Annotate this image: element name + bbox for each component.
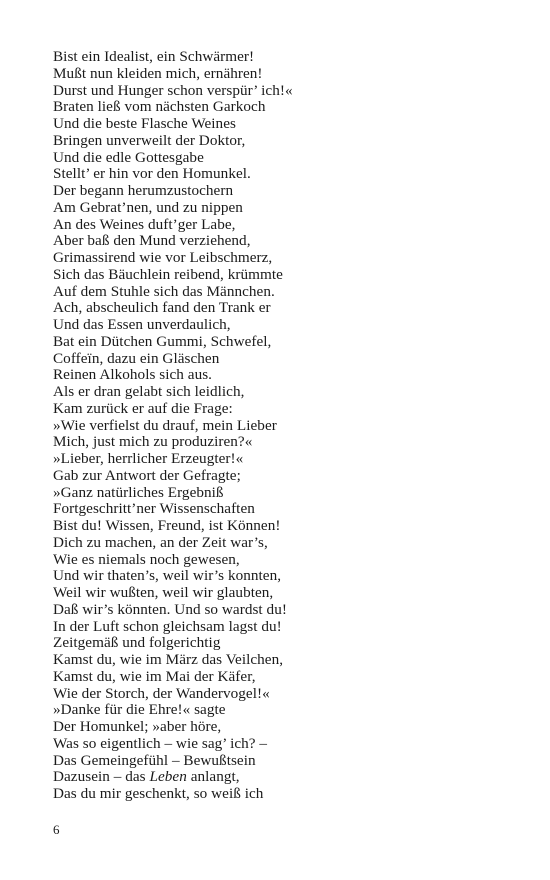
poem-line: Und das Essen unverdaulich,: [53, 316, 231, 333]
poem-line: Mußt nun kleiden mich, ernähren!: [53, 64, 263, 82]
poem-line: Und die edle Gottesgabe: [53, 148, 204, 166]
poem-line: Wie es niemals noch gewesen,: [53, 550, 240, 568]
poem-line: »Lieber, herrlicher Erzeugter!«: [53, 450, 244, 467]
poem-line: Fortgeschritt’ner Wissenschaften: [53, 500, 255, 518]
italic-word-leben: Leben: [149, 768, 187, 786]
poem-line: In der Luft schon gleichsam lagst du!: [53, 617, 282, 635]
poem-line: Kamst du, wie im Mai der Käfer,: [53, 667, 256, 685]
poem-line: Bist ein Idealist, ein Schwärmer!: [53, 48, 255, 65]
poem-line: Wie der Storch, der Wandervogel!«: [53, 684, 270, 702]
poem-line-leben: [53, 769, 513, 786]
poem-line: Daß wir’s könnten. Und so wardst du!: [53, 600, 287, 618]
poem-line: Coffeïn, dazu ein Gläschen: [53, 349, 220, 367]
poem-line: Das du mir geschenkt, so weiß ich: [53, 785, 264, 802]
poem-line: Was so eigentlich – wie sag’ ich? –: [53, 734, 268, 752]
poem-line: Und wir thaten’s, weil wir’s konnten,: [53, 567, 282, 585]
poem-line: An des Weines duft’ger Labe,: [53, 215, 236, 233]
poem-line: Ach, abscheulich fand den Trank er: [53, 299, 271, 317]
poem-text: [53, 49, 513, 803]
poem-line: Bat ein Dütchen Gummi, Schwefel,: [53, 332, 272, 350]
poem-line: Durst und Hunger schon verspür’ ich!«: [53, 81, 293, 99]
poem-line: »Danke für die Ehre!« sagte: [53, 701, 226, 719]
poem-line: Kam zurück er auf die Frage:: [53, 399, 233, 417]
poem-line: Reinen Alkohols sich aus.: [53, 366, 213, 384]
poem-line: Bringen unverweilt der Doktor,: [53, 131, 246, 149]
poem-line: »Wie verfielst du drauf, mein Lieber: [53, 416, 277, 434]
page-number: 6: [53, 822, 60, 837]
poem-line-leben-before: Dazusein – das: [53, 768, 150, 786]
poem-line: Weil wir wußten, weil wir glaubten,: [53, 584, 274, 601]
poem-line: Zeitgemäß und folgerichtig: [53, 634, 221, 652]
poem-line: Aber baß den Mund verziehend,: [53, 232, 251, 250]
poem-line: Mich, just mich zu produziren?«: [53, 433, 253, 451]
poem-line: Sich das Bäuchlein reibend, krümmte: [53, 265, 283, 283]
poem-line: Gab zur Antwort der Gefragte;: [53, 466, 241, 484]
poem-line: Braten ließ vom nächsten Garkoch: [53, 98, 266, 116]
poem-line: Als er dran gelabt sich leidlich,: [53, 383, 245, 400]
poem-line: Kamst du, wie im März das Veilchen,: [53, 651, 284, 668]
poem-line: Stellt’ er hin vor den Homunkel.: [53, 165, 251, 183]
poem-line: Am Gebrat’nen, und zu nippen: [53, 198, 243, 216]
poem-line: Und die beste Flasche Weines: [53, 115, 236, 132]
poem-line: Bist du! Wissen, Freund, ist Können!: [53, 517, 281, 534]
poem-line: Der begann herumzustochern: [53, 182, 234, 199]
poem-line: Der Homunkel; »aber höre,: [53, 718, 222, 735]
poem-line: Dich zu machen, an der Zeit war’s,: [53, 533, 268, 551]
poem-line: »Ganz natürliches Ergebniß: [53, 483, 224, 501]
poem-line-leben-after: anlangt,: [186, 768, 240, 786]
poem-line: Auf dem Stuhle sich das Männchen.: [53, 282, 275, 300]
poem-line: Das Gemeingefühl – Bewußtsein: [53, 751, 256, 769]
poem-line: Grimassirend wie vor Leibschmerz,: [53, 249, 273, 266]
